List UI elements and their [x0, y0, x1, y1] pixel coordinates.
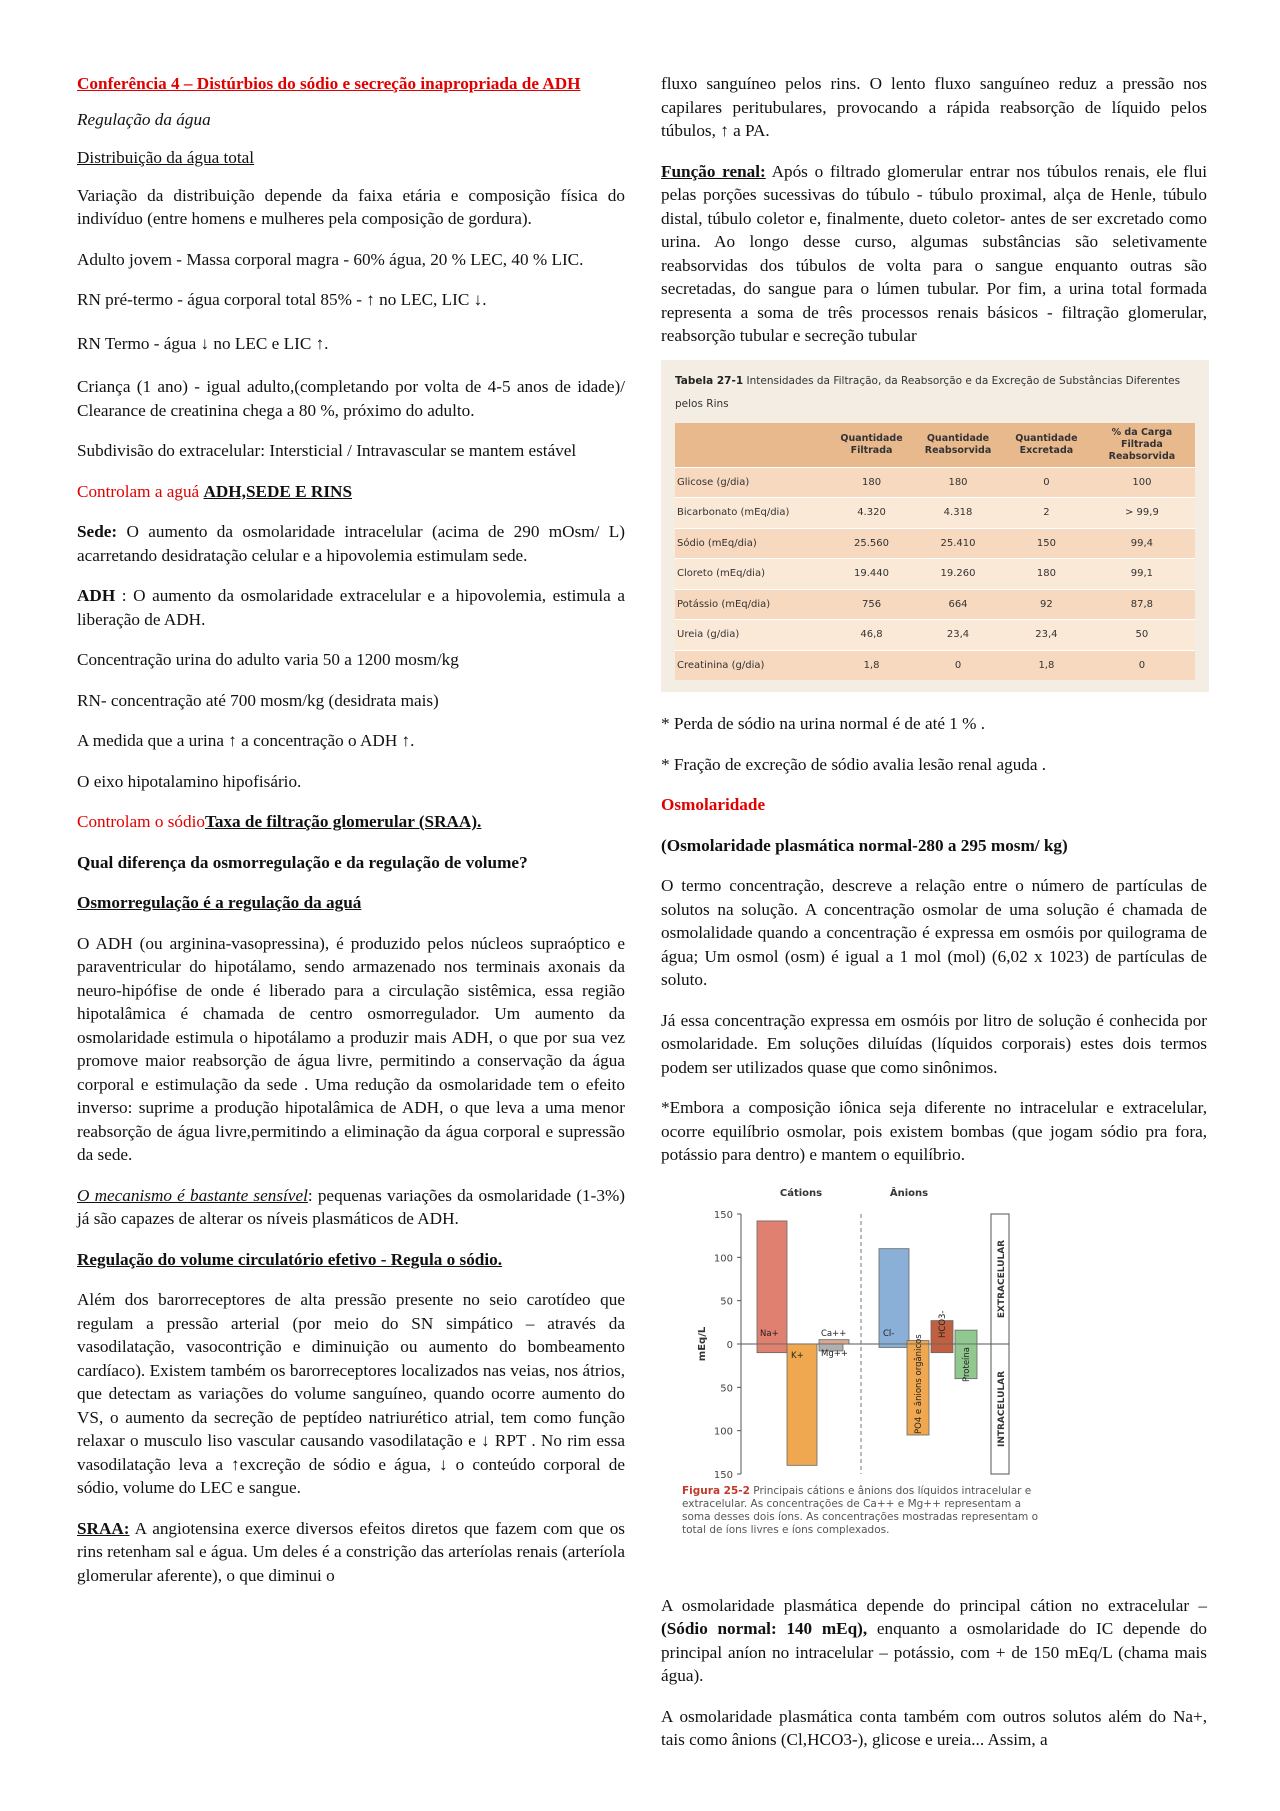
table-cell: 99,1 — [1089, 559, 1195, 590]
renal-table — [675, 423, 1195, 681]
table-cell: 23,4 — [912, 620, 1004, 651]
subtitle: Regulação da água — [77, 109, 211, 129]
paragraph-urine-rn: RN- concentração até 700 mosm/kg (desidrata mais) — [77, 690, 439, 710]
side-label-intracellular: INTRACELULAR — [997, 1370, 1007, 1447]
section-heading-distribution: Distribuição da água total — [77, 148, 255, 167]
bar-label-hco3: HCO3- — [938, 1310, 948, 1338]
y-tick-label: 50 — [720, 1296, 733, 1308]
table-header-cell: Quantidade Reabsorvida — [912, 423, 1004, 468]
paragraph-child: Criança (1 ano) - igual adulto,(completando por volta de 4-5 anos de idade)/ Clearance de creatinina chega a 80 %, próximo do adulto. — [77, 377, 625, 420]
bar-6-intracellular — [931, 1344, 953, 1353]
bar-label-protein: Proteína — [962, 1346, 972, 1382]
bar-2-extracellular — [819, 1339, 849, 1343]
table-cell: 100 — [1089, 467, 1195, 498]
table-cell: 2 — [1004, 498, 1089, 529]
page-title: Conferência 4 – Distúrbios do sódio e secreção inapropriada de ADH — [77, 74, 581, 93]
table-row — [675, 620, 1195, 651]
table-cell: 664 — [912, 589, 1004, 620]
paragraph-osm-1: O termo concentração, descreve a relação entre o número de partículas de solutos na solução. A concentração osmolar de uma solução é chamada de osmolalidade quando a concentração é expressa em osmóis por quilograma de água; Um osmol (osm) é igual a 1 mol (mol) (6,02 x 1023) de partículas de soluto. — [661, 876, 1207, 989]
table-cell: 0 — [912, 650, 1004, 680]
paragraph-adh: ADH : O aumento da osmolaridade extracelular e a hipovolemia, estimula a liberação de ADH. — [77, 586, 625, 629]
y-tick-label: 150 — [713, 1469, 733, 1481]
heading-control-water: Controlam a aguá ADH,SEDE E RINS — [77, 481, 353, 501]
bar-label-na: Na+ — [760, 1328, 779, 1339]
paragraph-sede: Sede: O aumento da osmolaridade intracelular (acima de 290 mOsm/ L) acarretando desidratação celular e a hipovolemia estimulam sede. — [77, 522, 625, 565]
table-cell: 46,8 — [831, 620, 912, 651]
y-tick-label: 100 — [713, 1426, 733, 1438]
paragraph-osmoregulation: O ADH (ou arginina-vasopressina), é produzido pelos núcleos supraóptico e paraventricular do hipotálamo, sendo armazenado nos terminais axonais da neuro-hipófise de onde é liberado para a circulação sistêmica, essa região hipotalâmica é chamada de centro osmorregulador. Um aumento da osmolaridade estimula o hipotálamo a produzir mais ADH, o que por sua vez promove maior reabsorção de água livre, permitindo a conservação da água corporal e estimulação da sede . Uma redução da osmolaridade tem o efeito inverso: suprime a produção hipotalâmica de ADH, o que leva a uma menor reabsorção de água livre,permitindo a eliminação da água corporal e supressão da sede. — [77, 933, 625, 1164]
question: Qual diferença da osmorregulação e da regulação de volume? — [77, 852, 528, 872]
figure-caption: Figura 25-2 Principais cátions e ânions dos líquidos intracelular e extracelular. As concentrações de Ca++ e Mg++ representam a soma desses dois íons. As concentrações mostradas representam o total de íons livres e íons complexados. — [682, 1484, 1039, 1536]
table-cell: 150 — [1004, 528, 1089, 559]
heading-osmolarity: Osmolaridade — [661, 795, 766, 814]
y-axis-label: mEq/L — [697, 1326, 708, 1361]
table-cell: Sódio (mEq/dia) — [675, 528, 831, 559]
paragraph-osm-2: Já essa concentração expressa em osmóis por litro de solução é conhecida por osmolaridade. Em soluções diluídas (líquidos corporais) estes dois termos podem ser utilizados quase que como sinônimos. — [661, 1010, 1207, 1077]
ion-figure — [661, 1184, 1207, 1564]
paragraph-flow: fluxo sanguíneo pelos rins. O lento fluxo sanguíneo reduz a pressão nos capilares peritubulares, provocando a rápida reabsorção de líquido pelos túbulos, ↑ a PA. — [661, 74, 1207, 140]
heading-volume: Regulação do volume circulatório efetivo - Regula o sódio. — [77, 1249, 503, 1269]
table-cell: 19.260 — [912, 559, 1004, 590]
table-cell: 180 — [831, 467, 912, 498]
paragraph-osm-3: *Embora a composição iônica seja diferente no intracelular e extracelular, ocorre equilíbrio osmolar, pois existem bombas (que jogam sódio pra fora, potássio para dentro) e mantem o equilíbrio. — [661, 1098, 1207, 1164]
table-cell: 87,8 — [1089, 589, 1195, 620]
paragraph-axis: O eixo hipotalamino hipofisário. — [77, 771, 302, 791]
bar-0-extracellular — [757, 1220, 787, 1343]
paragraph-renal-function: Função renal: Após o filtrado glomerular entrar nos túbulos renais, ele flui pelas porções sucessivas do túbulo - túbulo proximal, alça de Henle, túbulo distal, túbulo coletor e, finalmente, dueto coletor- antes de ser excretado como urina. Ao longo desse curso, algumas substâncias são seletivamente reabsorvidas dos túbulos de volta para o sangue enquanto outras são secretadas, do sangue para o lúmen tubular. Por fim, a urina total formada representa a soma de três processos renais básicos - filtração glomerular, reabsorção tubular e secreção tubular — [661, 161, 1207, 345]
table-header-cell — [675, 423, 831, 468]
note-sodium-fraction: * Fração de excreção de sódio avalia lesão renal aguda . — [661, 754, 1047, 774]
table-cell: Bicarbonato (mEq/dia) — [675, 498, 831, 529]
bar-0-intracellular — [757, 1344, 787, 1353]
table-caption: Tabela 27-1 Intensidades da Filtração, da Reabsorção e da Excreção de Substâncias Diferentes pelos Rins — [675, 374, 1181, 410]
bar-label-mg: Mg++ — [821, 1348, 848, 1359]
table-cell: Creatinina (g/dia) — [675, 650, 831, 680]
paragraph-volume: Além dos barorreceptores de alta pressão presente no seio carotídeo que regulam a pressão arterial (por meio do SN simpático – através da vasodilatação, vasocontrição e diminuição ou aumento do bombeamento cardíaco). Existem também os barorreceptores localizados nas veias, nos átrios, que detectam as variações do volume sanguíneo, quando ocorre aumento do VS, o aumento da secreção de peptídeo natriurético atrial, tem como função relaxar o musculo liso vascular causando vasodilatação e ↓ RPT . No rim essa vasodilatação leva a ↑excreção de sódio e água, ↓ o conteúdo corporal de sódio, volume do LEC e sangue. — [77, 1290, 625, 1497]
bar-label-po4: PO4 e ânions orgânicos — [914, 1333, 924, 1434]
heading-control-sodium: Controlam o sódioTaxa de filtração glomerular (SRAA). — [77, 812, 482, 831]
table-cell: Ureia (g/dia) — [675, 620, 831, 651]
table-cell: Potássio (mEq/dia) — [675, 589, 831, 620]
table-cell: 25.410 — [912, 528, 1004, 559]
table-cell: 756 — [831, 589, 912, 620]
y-tick-label: 100 — [713, 1252, 733, 1264]
y-tick-label: 50 — [720, 1382, 733, 1394]
paragraph-rn-term: RN Termo - água ↓ no LEC e LIC ↑. — [77, 333, 329, 353]
table-row — [675, 467, 1195, 498]
right-column — [661, 72, 1207, 1769]
table-row — [675, 589, 1195, 620]
table-cell: 99,4 — [1089, 528, 1195, 559]
bar-4-intracellular — [879, 1344, 909, 1347]
bar-label-ca: Ca++ — [821, 1328, 847, 1339]
paragraph-sraa: SRAA: A angiotensina exerce diversos efeitos diretos que fazem com que os rins retenham sal e água. Um deles é a constrição das arteríolas renais (arteríola glomerular aferente), o que diminui o — [77, 1518, 625, 1585]
group-label-anions: Ânions — [889, 1187, 929, 1199]
table-cell: 50 — [1089, 620, 1195, 651]
table-header-cell: Quantidade Filtrada — [831, 423, 912, 468]
table-cell: 1,8 — [1004, 650, 1089, 680]
paragraph-subdivision: Subdivisão do extracelular: Intersticial / Intravascular se mantem estável — [77, 441, 577, 460]
table-image — [661, 360, 1209, 693]
paragraph-variation: Variação da distribuição depende da faixa etária e composição física do indivíduo (entre homens e mulheres pela composição de gordura). — [77, 185, 625, 228]
table-cell: > 99,9 — [1089, 498, 1195, 529]
table-row — [675, 528, 1195, 559]
table-cell: 4.320 — [831, 498, 912, 529]
bar-label-cl: Cl- — [883, 1328, 895, 1339]
bar-label-k: K+ — [791, 1350, 804, 1361]
paragraph-plasma: A osmolaridade plasmática depende do principal cátion no extracelular – (Sódio normal: 140 mEq), enquanto a osmolaridade do IC depende do principal aníon no intracelular – potássio, com + de 150 mEq/L (chama mais água). — [661, 1595, 1208, 1685]
paragraph-last: A osmolaridade plasmática conta também com outros solutos além do Na+, tais como ânions (Cl,HCO3-), glicose e ureia... Assim, a — [661, 1706, 1207, 1749]
table-header-cell: Quantidade Excretada — [1004, 423, 1089, 468]
osmolarity-normal: (Osmolaridade plasmática normal-280 a 295 mosm/ kg) — [661, 835, 1068, 855]
note-sodium-loss: * Perda de sódio na urina normal é de até 1 % . — [661, 714, 986, 733]
table-row — [675, 650, 1195, 680]
table-header-cell: % da Carga Filtrada Reabsorvida — [1089, 423, 1195, 468]
y-tick-label: 150 — [713, 1209, 733, 1221]
paragraph-mechanism: O mecanismo é bastante sensível: pequenas variações da osmolaridade (1-3%) já são capazes de alterar os níveis plasmáticos de ADH. — [77, 1185, 625, 1228]
group-label-cations: Cátions — [779, 1187, 823, 1199]
table-cell: 180 — [1004, 559, 1089, 590]
paragraph-rn-preterm: RN pré-termo - água corporal total 85% - ↑ no LEC, LIC ↓. — [77, 290, 487, 309]
table-cell: 0 — [1004, 467, 1089, 498]
table-cell: 1,8 — [831, 650, 912, 680]
ion-chart — [661, 1184, 1207, 1484]
table-cell: 23,4 — [1004, 620, 1089, 651]
y-tick-label: 0 — [726, 1339, 733, 1351]
paragraph-urine-adh: A medida que a urina ↑ a concentração o ADH ↑. — [77, 731, 415, 750]
table-cell: Glicose (g/dia) — [675, 467, 831, 498]
paragraph-urine-adult: Concentração urina do adulto varia 50 a 1200 mosm/kg — [77, 650, 459, 669]
table-cell: 92 — [1004, 589, 1089, 620]
paragraph-adult: Adulto jovem - Massa corporal magra - 60% água, 20 % LEC, 40 % LIC. — [77, 249, 584, 269]
side-label-extracellular: EXTRACELULAR — [997, 1239, 1007, 1318]
table-row — [675, 559, 1195, 590]
bar-7-extracellular — [955, 1330, 977, 1344]
table-cell: 0 — [1089, 650, 1195, 680]
table-row — [675, 498, 1195, 529]
left-column — [77, 72, 625, 1604]
table-cell: 4.318 — [912, 498, 1004, 529]
heading-osmoregulation: Osmorregulação é a regulação da aguá — [77, 893, 362, 912]
table-cell: 25.560 — [831, 528, 912, 559]
table-cell: Cloreto (mEq/dia) — [675, 559, 831, 590]
table-cell: 19.440 — [831, 559, 912, 590]
table-cell: 180 — [912, 467, 1004, 498]
bar-1-intracellular — [787, 1344, 817, 1465]
